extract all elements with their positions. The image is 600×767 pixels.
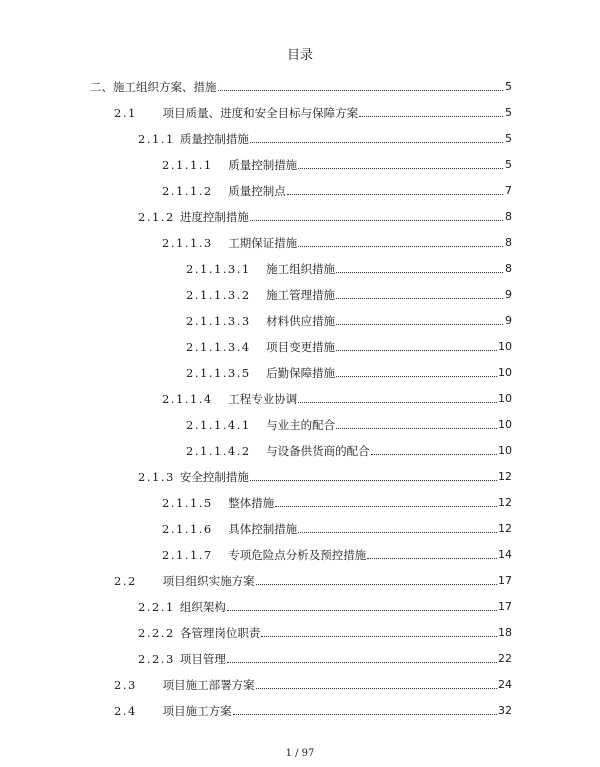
toc-entry-number: 2.1.3 bbox=[138, 470, 180, 484]
toc-entry-text: 质量控制措施 bbox=[228, 158, 298, 172]
toc-dot-leader bbox=[298, 168, 503, 169]
toc-entry[interactable] bbox=[138, 620, 512, 640]
toc-dot-leader bbox=[250, 220, 503, 221]
toc-dot-leader bbox=[227, 610, 497, 611]
toc-entry-text: 专项危险点分析及预控措施 bbox=[228, 548, 367, 562]
toc-dot-leader bbox=[218, 90, 504, 91]
toc-entry-number: 2.2 bbox=[114, 574, 163, 588]
toc-dot-leader bbox=[261, 636, 497, 637]
toc-entry-number: 2.1.1.3.2 bbox=[186, 288, 267, 302]
toc-dot-leader bbox=[298, 246, 503, 247]
toc-dot-leader bbox=[256, 688, 497, 689]
toc-entry-number: 2.1.1.3 bbox=[162, 236, 229, 250]
toc-entry-page: 5 bbox=[505, 106, 512, 119]
toc-entry-text: 质量控制措施 bbox=[179, 132, 249, 146]
toc-dot-leader bbox=[359, 116, 503, 117]
toc-entry[interactable] bbox=[162, 490, 512, 510]
toc-dot-leader bbox=[336, 272, 503, 273]
toc-entry-number: 2.1.1.3.3 bbox=[186, 314, 267, 328]
toc-entry-number: 2.1.1.1 bbox=[162, 158, 229, 172]
toc-dot-leader bbox=[336, 298, 503, 299]
toc-entry-text: 项目变更措施 bbox=[266, 340, 336, 354]
toc-entry-page: 10 bbox=[498, 444, 512, 457]
toc-dot-leader bbox=[233, 714, 497, 715]
toc-entry[interactable] bbox=[114, 698, 512, 718]
toc-entry[interactable] bbox=[186, 438, 512, 458]
toc-dot-leader bbox=[256, 584, 497, 585]
toc-entry[interactable] bbox=[138, 126, 512, 146]
toc-dot-leader bbox=[336, 350, 497, 351]
toc-entry-page: 12 bbox=[498, 522, 512, 535]
toc-entry-page: 7 bbox=[505, 184, 512, 197]
toc-entry[interactable] bbox=[186, 360, 512, 380]
toc-dot-leader bbox=[298, 402, 497, 403]
toc-entry-page: 12 bbox=[498, 496, 512, 509]
toc-entry[interactable] bbox=[138, 204, 512, 224]
toc-dot-leader bbox=[275, 506, 497, 507]
toc-entry-text: 项目组织实施方案 bbox=[162, 574, 255, 588]
toc-entry-number: 2.1.2 bbox=[138, 210, 180, 224]
toc-dot-leader bbox=[250, 480, 497, 481]
toc-entry-number: 2.3 bbox=[114, 678, 163, 692]
toc-entry-page: 17 bbox=[498, 574, 512, 587]
toc-entry-number: 2.1.1.4.2 bbox=[186, 444, 267, 458]
toc-entry[interactable] bbox=[162, 178, 512, 198]
toc-entry-page: 17 bbox=[498, 600, 512, 613]
toc-entry[interactable] bbox=[162, 152, 512, 172]
toc-entry-text: 工期保证措施 bbox=[228, 236, 298, 250]
toc-dot-leader bbox=[250, 142, 503, 143]
toc-entry-page: 5 bbox=[505, 158, 512, 171]
toc-entry-text: 项目管理 bbox=[179, 652, 226, 666]
toc-entry[interactable] bbox=[186, 334, 512, 354]
toc-entry-text: 与业主的配合 bbox=[266, 418, 336, 432]
toc-entry-number: 2.1.1.2 bbox=[162, 184, 229, 198]
toc-entry-text: 进度控制措施 bbox=[179, 210, 249, 224]
toc-entry-page: 8 bbox=[505, 236, 512, 249]
toc-entry-number: 2.1.1 bbox=[138, 132, 180, 146]
toc-entry[interactable] bbox=[90, 74, 512, 94]
toc-entry-number: 2.2.2 bbox=[138, 626, 180, 640]
toc-entry-page: 24 bbox=[498, 678, 512, 691]
toc-entry[interactable] bbox=[138, 646, 512, 666]
toc-entry[interactable] bbox=[186, 282, 512, 302]
toc-entry[interactable] bbox=[186, 412, 512, 432]
toc-entry-text: 具体控制措施 bbox=[228, 522, 298, 536]
toc-entry[interactable] bbox=[162, 516, 512, 536]
toc-dot-leader bbox=[367, 558, 497, 559]
toc-entry-page: 9 bbox=[505, 314, 512, 327]
toc-entry-number: 2.1 bbox=[114, 106, 163, 120]
toc-dot-leader bbox=[371, 454, 497, 455]
toc-entry-text: 项目施工部署方案 bbox=[162, 678, 255, 692]
toc-entry[interactable] bbox=[138, 464, 512, 484]
toc-entry-text: 与设备供货商的配合 bbox=[266, 444, 370, 458]
toc-entry-text: 各管理岗位职责 bbox=[179, 626, 261, 640]
toc-entry-page: 32 bbox=[498, 704, 512, 717]
toc-dot-leader bbox=[336, 376, 497, 377]
toc-entry-number: 2.2.3 bbox=[138, 652, 180, 666]
toc-entry-number: 2.2.1 bbox=[138, 600, 180, 614]
toc-entry-text: 整体措施 bbox=[228, 496, 275, 510]
toc-entry[interactable] bbox=[114, 672, 512, 692]
toc-entry[interactable] bbox=[138, 594, 512, 614]
toc-entry[interactable] bbox=[186, 308, 512, 328]
toc-entry-number: 2.1.1.3.4 bbox=[186, 340, 267, 354]
toc-dot-leader bbox=[336, 428, 497, 429]
toc-entry-text: 工程专业协调 bbox=[228, 392, 298, 406]
toc-dot-leader bbox=[227, 662, 497, 663]
toc-entry-number: 2.1.1.4.1 bbox=[186, 418, 267, 432]
toc-entry-text: 项目施工方案 bbox=[162, 704, 232, 718]
toc-entry[interactable] bbox=[162, 542, 512, 562]
toc-entry[interactable] bbox=[114, 568, 512, 588]
toc-entry-text: 组织架构 bbox=[179, 600, 226, 614]
toc-entry-page: 10 bbox=[498, 392, 512, 405]
toc-entry-number: 2.1.1.7 bbox=[162, 548, 229, 562]
toc-dot-leader bbox=[336, 324, 503, 325]
toc-entry-page: 10 bbox=[498, 418, 512, 431]
toc-entry-text: 材料供应措施 bbox=[266, 314, 336, 328]
toc-entry-page: 8 bbox=[505, 262, 512, 275]
toc-entry-text: 施工管理措施 bbox=[266, 288, 336, 302]
toc-dot-leader bbox=[287, 194, 503, 195]
toc-entry-text: 质量控制点 bbox=[228, 184, 286, 198]
toc-entry-page: 8 bbox=[505, 210, 512, 223]
toc-entry-page: 18 bbox=[498, 626, 512, 639]
toc-dot-leader bbox=[298, 532, 497, 533]
toc-entry-number: 2.1.1.6 bbox=[162, 522, 229, 536]
toc-entry-page: 10 bbox=[498, 366, 512, 379]
toc-entry-page: 9 bbox=[505, 288, 512, 301]
toc-entry-text: 项目质量、进度和安全目标与保障方案 bbox=[162, 106, 359, 120]
toc-entry-page: 10 bbox=[498, 340, 512, 353]
toc-entry[interactable] bbox=[162, 230, 512, 250]
page-number: 1 / 97 bbox=[285, 748, 315, 759]
toc-title: 目录 bbox=[286, 48, 313, 63]
toc-entry-text: 施工组织措施 bbox=[266, 262, 336, 276]
toc-entry-page: 5 bbox=[505, 132, 512, 145]
toc-entry-number: 2.4 bbox=[114, 704, 163, 718]
toc-entry-text: 后勤保障措施 bbox=[266, 366, 336, 380]
toc-entry-number: 2.1.1.4 bbox=[162, 392, 229, 406]
toc-entry[interactable] bbox=[186, 256, 512, 276]
toc-entry-page: 14 bbox=[498, 548, 512, 561]
toc-entry-number: 2.1.1.5 bbox=[162, 496, 229, 510]
toc-entry-page: 22 bbox=[498, 652, 512, 665]
toc-entry-number: 2.1.1.3.5 bbox=[186, 366, 267, 380]
toc-entry[interactable] bbox=[114, 100, 512, 120]
toc-entry-page: 5 bbox=[505, 80, 512, 93]
toc-entry-number: 2.1.1.3.1 bbox=[186, 262, 267, 276]
toc-entry[interactable] bbox=[162, 386, 512, 406]
toc-entry-page: 12 bbox=[498, 470, 512, 483]
toc-entry-text: 二、施工组织方案、措施 bbox=[90, 80, 217, 94]
toc-entry-text: 安全控制措施 bbox=[179, 470, 249, 484]
